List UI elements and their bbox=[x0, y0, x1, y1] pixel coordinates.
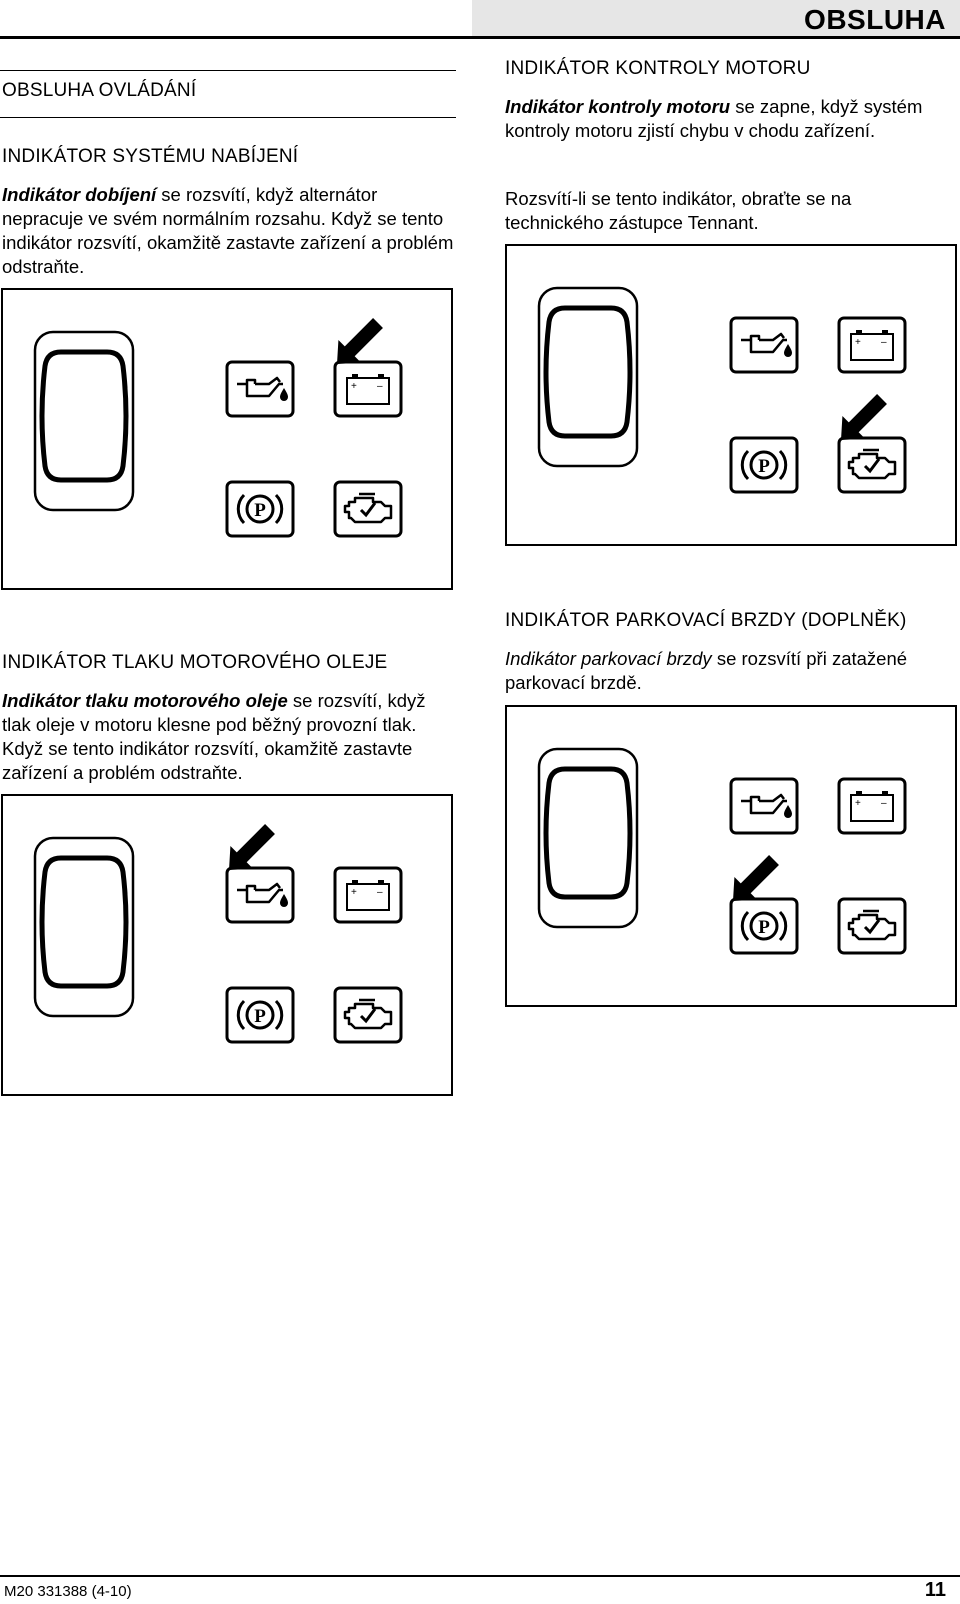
charging-title: INDIKÁTOR SYSTÉMU NABÍJENÍ bbox=[2, 146, 299, 167]
oil-can-icon bbox=[731, 318, 797, 372]
engine-check-icon bbox=[335, 988, 401, 1042]
parking-brake-icon bbox=[227, 482, 293, 536]
charging-paragraph bbox=[2, 183, 457, 279]
panel-charging bbox=[1, 288, 453, 590]
charging-lead: Indikátor dobíjení bbox=[2, 184, 157, 205]
charging-text: se rozsvítí, když alternátor nepracuje ve svém normálním rozsahu. Když se tento indikátor rozsvítí, okamžitě zastavte zařízení a problém odstraňte. bbox=[2, 184, 454, 277]
battery-icon bbox=[839, 318, 905, 372]
engine-check-icon bbox=[839, 438, 905, 492]
brake-text: se rozsvítí při zatažené parkovací brzdě. bbox=[505, 648, 908, 693]
battery-plus-label: + bbox=[351, 887, 357, 898]
brake-letter: P bbox=[254, 500, 266, 521]
engine-lead: Indikátor kontroly motoru bbox=[505, 96, 731, 117]
battery-minus-label: – bbox=[377, 887, 383, 898]
battery-icon bbox=[839, 779, 905, 833]
parking-brake-icon bbox=[731, 899, 797, 953]
panel-charging-figure bbox=[3, 290, 455, 592]
engine-check-icon bbox=[839, 899, 905, 953]
section-title: OBSLUHA OVLÁDÁNÍ bbox=[2, 80, 197, 101]
panel-brake bbox=[505, 705, 957, 1007]
oil-can-icon bbox=[227, 868, 293, 922]
engine-check-icon bbox=[335, 482, 401, 536]
section-header-title: OBSLUHA bbox=[804, 4, 946, 35]
rocker-switch-icon bbox=[35, 332, 133, 510]
battery-minus-label: – bbox=[881, 798, 887, 809]
panel-engine bbox=[505, 244, 957, 546]
panel-engine-figure bbox=[507, 246, 959, 548]
battery-minus-label: – bbox=[881, 337, 887, 348]
battery-plus-label: + bbox=[855, 798, 861, 809]
panel-oil-figure bbox=[3, 796, 455, 1098]
brake-letter: P bbox=[758, 917, 770, 938]
parking-brake-icon bbox=[227, 988, 293, 1042]
header-rule bbox=[0, 36, 960, 39]
engine-text: se zapne, když systém kontroly motoru zjistí chybu v chodu zařízení. bbox=[505, 96, 923, 141]
panel-oil bbox=[1, 794, 453, 1096]
brake-letter: P bbox=[758, 456, 770, 477]
battery-icon bbox=[335, 868, 401, 922]
engine-title: INDIKÁTOR KONTROLY MOTORU bbox=[505, 58, 811, 79]
oil-lead: Indikátor tlaku motorového oleje bbox=[2, 690, 288, 711]
oil-paragraph bbox=[2, 689, 457, 785]
battery-minus-label: – bbox=[377, 381, 383, 392]
rocker-switch-icon bbox=[35, 838, 133, 1016]
document-code: M20 331388 (4-10) bbox=[4, 1583, 132, 1600]
divider bbox=[0, 70, 456, 71]
divider bbox=[0, 117, 456, 118]
battery-plus-label: + bbox=[855, 337, 861, 348]
brake-letter: P bbox=[254, 1006, 266, 1027]
rocker-switch-icon bbox=[539, 749, 637, 927]
engine-paragraph bbox=[505, 95, 945, 143]
oil-text: se rozsvítí, když tlak oleje v motoru klesne pod běžný provozní tlak. Když se tento indikátor rozsvítí, okamžitě zastavte zařízení a problém odstraňte. bbox=[2, 690, 426, 783]
oil-can-icon bbox=[731, 779, 797, 833]
battery-icon bbox=[335, 362, 401, 416]
panel-brake-figure bbox=[507, 707, 959, 1009]
battery-plus-label: + bbox=[351, 381, 357, 392]
brake-title: INDIKÁTOR PARKOVACÍ BRZDY (DOPLNĚK) bbox=[505, 610, 907, 631]
oil-can-icon bbox=[227, 362, 293, 416]
brake-paragraph bbox=[505, 647, 950, 695]
brake-lead: Indikátor parkovací brzdy bbox=[505, 648, 712, 669]
parking-brake-icon bbox=[731, 438, 797, 492]
engine-paragraph-2: Rozsvítí-li se tento indikátor, obraťte se na technického zástupce Tennant. bbox=[505, 188, 852, 233]
page-number: 11 bbox=[924, 1579, 946, 1601]
footer-rule bbox=[0, 1575, 960, 1577]
rocker-switch-icon bbox=[539, 288, 637, 466]
oil-title: INDIKÁTOR TLAKU MOTOROVÉHO OLEJE bbox=[2, 652, 388, 673]
